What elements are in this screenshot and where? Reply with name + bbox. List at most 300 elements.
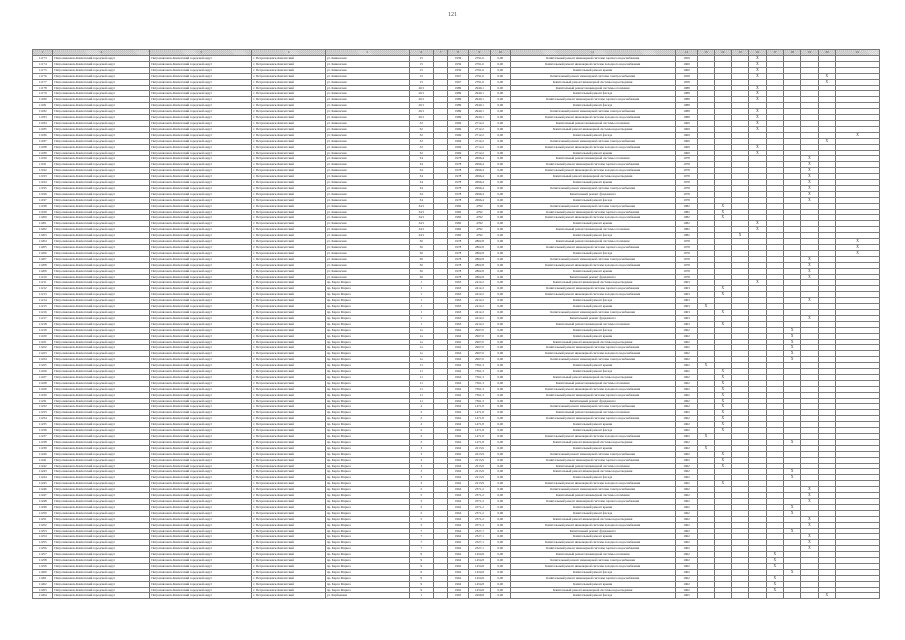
table-cell: Петропавловск-Камчатский городской округ	[53, 416, 150, 422]
table-cell: Петропавловск-Камчатский городской округ	[150, 180, 252, 186]
year-mark-cell: X	[801, 262, 818, 268]
table-cell: пр. Карла Маркса	[325, 569, 409, 575]
table-cell: ул. Кавказская	[325, 197, 409, 203]
table-cell: 1969	[675, 132, 697, 138]
table-cell: 2712,2	[468, 120, 490, 126]
table-cell: 7361,3	[468, 374, 490, 380]
column-header-2: 2	[53, 50, 150, 56]
table-cell: Петропавловск-Камчатский городской округ	[53, 439, 150, 445]
table-cell: г. Петропавловск-Камчатский	[252, 587, 325, 593]
table-cell: Петропавловск-Камчатский городской округ	[53, 587, 150, 593]
table-cell: 11241	[33, 457, 53, 463]
table-cell: 1962	[675, 451, 697, 457]
table-cell: 34	[409, 180, 433, 186]
table-cell: 1978	[448, 174, 468, 180]
table-cell: 1978	[675, 180, 697, 186]
table-cell: 11256	[33, 546, 53, 552]
table-cell: Петропавловск-Камчатский городской округ	[150, 245, 252, 251]
table-cell: г. Петропавловск-Камчатский	[252, 581, 325, 587]
table-cell: 0,00	[491, 339, 510, 345]
table-cell: г. Петропавловск-Камчатский	[252, 67, 325, 73]
table-cell: 9	[409, 575, 433, 581]
table-cell: Петропавловск-Камчатский городской округ	[150, 439, 252, 445]
table-cell: Капитальный ремонт крыши	[510, 180, 675, 186]
table-cell: г. Петропавловск-Камчатский	[252, 380, 325, 386]
table-cell: 0,00	[491, 404, 510, 410]
table-cell: пр. Карла Маркса	[325, 534, 409, 540]
table-cell: 2412,2	[468, 315, 490, 321]
table-cell: 11	[409, 380, 433, 386]
table-cell: 1962	[448, 563, 468, 569]
table-cell: 1962	[448, 475, 468, 481]
table-cell: г. Петропавловск-Камчатский	[252, 209, 325, 215]
table-cell: 1	[409, 304, 433, 310]
year-mark-cell: X	[766, 558, 783, 564]
table-cell: Капитальный ремонт фасада	[510, 510, 675, 516]
table-cell: г. Петропавловск-Камчатский	[252, 428, 325, 434]
table-cell: 11214	[33, 298, 53, 304]
table-cell: ул. Кавказская	[325, 215, 409, 221]
table-cell: 2327,1	[468, 528, 490, 534]
table-cell: Петропавловск-Камчатский городской округ	[150, 339, 252, 345]
table-cell: 11181	[33, 103, 53, 109]
table-cell: Капитальный ремонт инженерной системы отопления	[510, 321, 675, 327]
table-cell: 2371,2	[468, 504, 490, 510]
table-cell: 1989	[448, 97, 468, 103]
table-cell: 0,00	[491, 469, 510, 475]
table-cell: Петропавловск-Камчатский городской округ	[53, 493, 150, 499]
table-cell: 11263	[33, 587, 53, 593]
table-cell: 0,00	[491, 481, 510, 487]
table-cell: 0,00	[491, 280, 510, 286]
table-cell: 1978	[675, 239, 697, 245]
table-cell: ул. Кавказская	[325, 144, 409, 150]
table-cell: Петропавловск-Камчатский городской округ	[150, 534, 252, 540]
table-cell: Капитальный ремонт крыши	[510, 504, 675, 510]
table-cell: ул. Кавказская	[325, 91, 409, 97]
table-cell: Петропавловск-Камчатский городской округ	[150, 321, 252, 327]
table-cell: 1	[409, 286, 433, 292]
table-cell: Петропавловск-Камчатский городской округ	[53, 132, 150, 138]
table-cell: 1962	[448, 339, 468, 345]
table-cell: 2862,8	[468, 250, 490, 256]
table-cell: 2862,8	[468, 256, 490, 262]
table-cell: Капитальный ремонт фасада	[510, 132, 675, 138]
table-cell: 15	[409, 61, 433, 67]
year-mark-cell: X	[801, 185, 818, 191]
table-cell: 1	[409, 321, 433, 327]
table-cell: 1962	[675, 534, 697, 540]
table-cell: 1978	[448, 268, 468, 274]
table-cell: 0,00	[491, 144, 510, 150]
table-cell: 1962	[448, 369, 468, 375]
table-cell: ул. Кавказская	[325, 156, 409, 162]
table-cell: г. Петропавловск-Камчатский	[252, 256, 325, 262]
table-cell: 32	[409, 150, 433, 156]
table-cell: 11235	[33, 422, 53, 428]
table-cell: Петропавловск-Камчатский городской округ	[53, 162, 150, 168]
table-cell: 1962	[448, 345, 468, 351]
year-mark-cell: X	[801, 546, 818, 552]
table-cell: 3	[409, 475, 433, 481]
year-mark-cell: X	[818, 73, 835, 79]
table-cell: г. Петропавловск-Камчатский	[252, 540, 325, 546]
table-cell: 5	[409, 498, 433, 504]
table-cell: г. Петропавловск-Камчатский	[252, 487, 325, 493]
table-cell: Петропавловск-Камчатский городской округ	[150, 493, 252, 499]
column-header-19: 19	[801, 50, 818, 56]
table-cell: 0,00	[491, 221, 510, 227]
table-cell: 4792	[468, 233, 490, 239]
table-cell: Капитальный ремонт крыши	[510, 363, 675, 369]
table-cell: Капитальный ремонт инженерной системы горячего водоснабжения	[510, 162, 675, 168]
year-mark-cell: X	[714, 215, 731, 221]
table-cell: Капитальный ремонт инженерной системы отопления	[510, 410, 675, 416]
table-cell: 0,00	[491, 67, 510, 73]
table-cell: Капитальный ремонт инженерной системы водоотведения	[510, 516, 675, 522]
table-cell: 11261	[33, 575, 53, 581]
table-cell: Петропавловск-Камчатский городской округ	[150, 304, 252, 310]
table-cell: 11257	[33, 552, 53, 558]
year-mark-cell: X	[766, 552, 783, 558]
table-cell: 1978	[448, 274, 468, 280]
table-cell: г. Петропавловск-Камчатский	[252, 250, 325, 256]
table-cell: Петропавловск-Камчатский городской округ	[150, 404, 252, 410]
table-cell: Петропавловск-Камчатский городской округ	[150, 115, 252, 121]
table-cell: 2940,1	[468, 85, 490, 91]
table-cell: 2412,2	[468, 309, 490, 315]
table-cell: Капитальный ремонт инженерной системы холодного водоснабжения	[510, 215, 675, 221]
table-cell: г. Петропавловск-Камчатский	[252, 404, 325, 410]
table-row	[33, 593, 880, 599]
table-cell: 1962	[448, 380, 468, 386]
table-cell: 0,00	[491, 245, 510, 251]
year-mark-cell: X	[714, 292, 731, 298]
table-cell: Петропавловск-Камчатский городской округ	[150, 558, 252, 564]
table-cell: 1982	[448, 233, 468, 239]
table-cell: 1962	[675, 374, 697, 380]
table-cell: Капитальный ремонт инженерной системы электроснабжения	[510, 357, 675, 363]
table-cell: 11173	[33, 56, 53, 62]
table-cell: 11223	[33, 351, 53, 357]
table-cell: 0,00	[491, 180, 510, 186]
year-mark-cell: X	[801, 156, 818, 162]
table-cell: 1962	[675, 345, 697, 351]
column-header-5: 5	[325, 50, 409, 56]
table-cell: ул. Кавказская	[325, 126, 409, 132]
table-cell: Петропавловск-Камчатский городской округ	[150, 91, 252, 97]
table-cell: 1978	[448, 168, 468, 174]
table-cell: 11175	[33, 67, 53, 73]
table-cell: 34/1	[409, 227, 433, 233]
table-cell: 9	[409, 558, 433, 564]
table-cell: 1962	[675, 380, 697, 386]
year-mark-cell: X	[801, 516, 818, 522]
table-cell: г. Петропавловск-Камчатский	[252, 569, 325, 575]
table-cell: 0,00	[491, 162, 510, 168]
year-mark-cell: X	[818, 138, 835, 144]
table-cell: пр. Карла Маркса	[325, 469, 409, 475]
table-cell: 0,00	[491, 439, 510, 445]
table-cell: 36	[409, 262, 433, 268]
year-mark-cell: X	[835, 239, 879, 245]
table-cell: г. Петропавловск-Камчатский	[252, 91, 325, 97]
table-cell: 15	[409, 67, 433, 73]
table-cell: 1454,8	[468, 575, 490, 581]
table-cell: г. Петропавловск-Камчатский	[252, 351, 325, 357]
table-cell: г. Петропавловск-Камчатский	[252, 451, 325, 457]
table-cell: 2	[409, 434, 433, 440]
table-cell: Петропавловск-Камчатский городской округ	[150, 380, 252, 386]
table-cell: 1988	[675, 103, 697, 109]
table-cell: 1978	[448, 262, 468, 268]
table-cell: пр. Карла Маркса	[325, 309, 409, 315]
year-mark-cell: X	[714, 398, 731, 404]
table-cell: 0,00	[491, 333, 510, 339]
table-cell: 1962	[448, 445, 468, 451]
table-cell: 1962	[448, 434, 468, 440]
table-cell: 11209	[33, 268, 53, 274]
table-cell: Петропавловск-Камчатский городской округ	[150, 174, 252, 180]
table-cell: Капитальный ремонт инженерной системы водоотведения	[510, 126, 675, 132]
table-cell: Капитальный ремонт инженерной системы электроснабжения	[510, 451, 675, 457]
year-mark-cell: X	[801, 487, 818, 493]
table-cell: 1962	[448, 363, 468, 369]
table-cell: 1962	[448, 410, 468, 416]
table-cell: 0,00	[491, 398, 510, 404]
table-cell: Петропавловск-Камчатский городской округ	[53, 374, 150, 380]
table-cell: 1982	[448, 227, 468, 233]
table-cell: Капитальный ремонт крыши	[510, 445, 675, 451]
table-cell: 11200	[33, 215, 53, 221]
table-cell: 11245	[33, 481, 53, 487]
table-cell: Капитальный ремонт крыши	[510, 67, 675, 73]
table-cell: 11262	[33, 581, 53, 587]
table-cell: 1962	[448, 569, 468, 575]
table-cell: 1962	[675, 569, 697, 575]
table-cell: Петропавловск-Камчатский городской округ	[150, 274, 252, 280]
year-mark-cell: X	[801, 256, 818, 262]
table-cell: 1978	[448, 180, 468, 186]
table-cell: 11195	[33, 185, 53, 191]
table-cell: Капитальный ремонт крыши	[510, 333, 675, 339]
table-cell: г. Петропавловск-Камчатский	[252, 262, 325, 268]
table-cell: 1	[409, 280, 433, 286]
table-cell: 2696,4	[468, 185, 490, 191]
table-cell: Петропавловск-Камчатский городской округ	[53, 85, 150, 91]
table-cell: 1962	[448, 540, 468, 546]
table-cell: 34	[409, 156, 433, 162]
table-cell: пр. Карла Маркса	[325, 280, 409, 286]
table-cell: 1969	[448, 150, 468, 156]
table-cell: Петропавловск-Камчатский городской округ	[150, 498, 252, 504]
table-cell: 20/1	[409, 97, 433, 103]
year-mark-cell: X	[749, 144, 766, 150]
table-cell: 1963	[448, 286, 468, 292]
table-cell: 1960	[675, 61, 697, 67]
table-cell: Капитальный ремонт инженерной системы электроснабжения	[510, 73, 675, 79]
table-cell: г. Петропавловск-Камчатский	[252, 245, 325, 251]
table-cell: Петропавловск-Камчатский городской округ	[53, 67, 150, 73]
table-cell: 34	[409, 174, 433, 180]
table-cell: 4792	[468, 209, 490, 215]
table-cell: 0,00	[491, 392, 510, 398]
table-cell: 0,00	[491, 522, 510, 528]
table-cell: 1969	[448, 126, 468, 132]
table-cell: Петропавловск-Камчатский городской округ	[150, 185, 252, 191]
table-cell: г. Петропавловск-Камчатский	[252, 315, 325, 321]
year-mark-cell: X	[783, 504, 800, 510]
table-cell: 1958	[675, 79, 697, 85]
table-cell: Петропавловск-Камчатский городской округ	[53, 103, 150, 109]
table-cell: г. Петропавловск-Камчатский	[252, 369, 325, 375]
year-mark-cell: X	[783, 510, 800, 516]
table-cell: 11225	[33, 363, 53, 369]
table-cell: Петропавловск-Камчатский городской округ	[53, 410, 150, 416]
year-mark-cell: X	[714, 386, 731, 392]
table-cell: 1471,8	[468, 439, 490, 445]
table-cell: 0,00	[491, 79, 510, 85]
year-mark-cell: X	[801, 191, 818, 197]
table-cell: г. Петропавловск-Камчатский	[252, 510, 325, 516]
table-cell: 1962	[448, 516, 468, 522]
table-cell: Петропавловск-Камчатский городской округ	[150, 61, 252, 67]
table-cell: 11219	[33, 327, 53, 333]
table-cell: г. Петропавловск-Камчатский	[252, 475, 325, 481]
table-cell: Петропавловск-Камчатский городской округ	[150, 132, 252, 138]
table-cell: г. Петропавловск-Камчатский	[252, 593, 325, 599]
table-cell: ул. Кавказская	[325, 85, 409, 91]
table-cell: Капитальный ремонт инженерной системы водоотведения	[510, 339, 675, 345]
table-cell: Капитальный ремонт инженерной системы холодного водоснабжения	[510, 481, 675, 487]
table-cell: ул. Кавказская	[325, 209, 409, 215]
table-cell: 11248	[33, 498, 53, 504]
table-cell: г. Петропавловск-Камчатский	[252, 304, 325, 310]
table-cell: 1471,8	[468, 422, 490, 428]
table-cell: 0,00	[491, 540, 510, 546]
table-cell: Капитальный ремонт фасада	[510, 369, 675, 375]
column-header-11: 11	[510, 50, 675, 56]
table-cell: г. Петропавловск-Камчатский	[252, 85, 325, 91]
table-cell: 11251	[33, 516, 53, 522]
table-cell: Петропавловск-Камчатский городской округ	[150, 168, 252, 174]
year-mark-cell: X	[749, 61, 766, 67]
table-cell: 1962	[448, 416, 468, 422]
table-cell: 1962	[675, 522, 697, 528]
table-cell: Капитальный ремонт крыши	[510, 221, 675, 227]
table-cell: Петропавловск-Камчатский городской округ	[53, 61, 150, 67]
table-cell: 9	[409, 569, 433, 575]
table-cell: 1969	[448, 120, 468, 126]
table-cell: ул. Кавказская	[325, 191, 409, 197]
table-cell: 0,00	[491, 115, 510, 121]
year-mark-cell: X	[714, 428, 731, 434]
table-cell: Петропавловск-Камчатский городской округ	[150, 563, 252, 569]
table-cell: 2940,1	[468, 91, 490, 97]
table-cell: Петропавловск-Камчатский городской округ	[150, 280, 252, 286]
table-cell: 11199	[33, 209, 53, 215]
table-cell: ул. Кавказская	[325, 185, 409, 191]
year-mark-cell: X	[698, 434, 714, 440]
table-cell: 0,00	[491, 575, 510, 581]
table-cell: 0,00	[491, 203, 510, 209]
table-cell: г. Петропавловск-Камчатский	[252, 327, 325, 333]
table-cell: 9	[409, 563, 433, 569]
table-cell: Петропавловск-Камчатский городской округ	[150, 546, 252, 552]
year-mark-cell: X	[714, 416, 731, 422]
table-cell: Капитальный ремонт инженерной системы горячего водоснабжения	[510, 546, 675, 552]
table-cell: г. Петропавловск-Камчатский	[252, 109, 325, 115]
year-mark-cell: X	[801, 498, 818, 504]
table-cell: Петропавловск-Камчатский городской округ	[53, 363, 150, 369]
table-cell: Петропавловск-Камчатский городской округ	[150, 203, 252, 209]
table-cell: Капитальный ремонт фундамента	[510, 528, 675, 534]
table-cell: Петропавловск-Камчатский городской округ	[53, 339, 150, 345]
table-cell: Петропавловск-Камчатский городской округ	[53, 138, 150, 144]
table-cell: 0,00	[491, 475, 510, 481]
year-mark-cell: X	[714, 481, 731, 487]
table-cell: Петропавловск-Камчатский городской округ	[150, 138, 252, 144]
table-cell: 1962	[675, 457, 697, 463]
table-cell: 11192	[33, 168, 53, 174]
table-cell: Петропавловск-Камчатский городской округ	[150, 262, 252, 268]
table-cell: 0,00	[491, 227, 510, 233]
table-cell: 1962	[448, 522, 468, 528]
table-cell: Петропавловск-Камчатский городской округ	[53, 445, 150, 451]
table-cell: г. Петропавловск-Камчатский	[252, 309, 325, 315]
table-cell: Петропавловск-Камчатский городской округ	[53, 552, 150, 558]
table-cell: пр. Карла Маркса	[325, 345, 409, 351]
table-cell: 11217	[33, 315, 53, 321]
year-mark-cell	[766, 593, 783, 599]
year-mark-cell: X	[801, 197, 818, 203]
table-cell: 11233	[33, 410, 53, 416]
table-cell: Петропавловск-Камчатский городской округ	[150, 120, 252, 126]
table-cell: пр. Карла Маркса	[325, 374, 409, 380]
table-cell: 0,00	[491, 321, 510, 327]
table-cell: Петропавловск-Камчатский городской округ	[150, 97, 252, 103]
table-cell: Петропавловск-Камчатский городской округ	[150, 416, 252, 422]
table-cell: 15	[409, 73, 433, 79]
table-cell: 0,00	[491, 422, 510, 428]
table-cell: 1978	[675, 245, 697, 251]
table-cell: Петропавловск-Камчатский городской округ	[150, 256, 252, 262]
table-cell: 2940,1	[468, 115, 490, 121]
year-mark-cell: X	[766, 563, 783, 569]
table-cell: 34	[409, 162, 433, 168]
table-cell: пр. Карла Маркса	[325, 410, 409, 416]
table-cell: Капитальный ремонт инженерной системы горячего водоснабжения	[510, 97, 675, 103]
table-cell: г. Петропавловск-Камчатский	[252, 552, 325, 558]
table-cell: 34	[409, 168, 433, 174]
table-cell: 5	[409, 510, 433, 516]
table-cell: 1962	[675, 404, 697, 410]
table-cell: г. Петропавловск-Камчатский	[252, 410, 325, 416]
table-cell: 1962	[675, 428, 697, 434]
table-cell: Петропавловск-Камчатский городской округ	[150, 357, 252, 363]
table-cell: Петропавловск-Камчатский городской округ	[150, 428, 252, 434]
table-cell: 7361,3	[468, 392, 490, 398]
table-cell: 1963	[675, 292, 697, 298]
table-cell: ул. Кавказская	[325, 239, 409, 245]
table-cell: Капитальный ремонт инженерной системы холодного водоснабжения	[510, 351, 675, 357]
table-cell: Петропавловск-Камчатский городской округ	[150, 475, 252, 481]
table-cell: 1962	[448, 534, 468, 540]
table-cell: пр. Карла Маркса	[325, 339, 409, 345]
table-cell: Капитальный ремонт фундамента	[510, 315, 675, 321]
table-cell: 1454,8	[468, 569, 490, 575]
table-cell: 1978	[448, 245, 468, 251]
